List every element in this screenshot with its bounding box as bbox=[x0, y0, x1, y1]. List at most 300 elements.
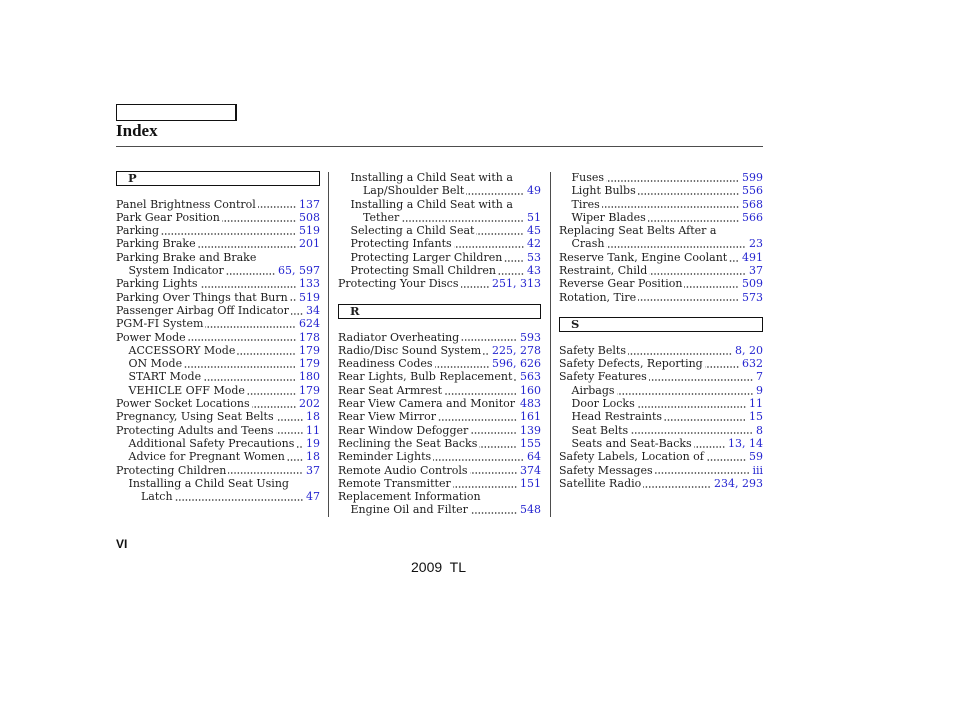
entry-line bbox=[559, 291, 763, 304]
entry-line bbox=[116, 304, 320, 317]
page-reference-link[interactable]: 161 bbox=[520, 410, 541, 424]
index-subentry bbox=[338, 264, 541, 277]
entry-line bbox=[116, 464, 320, 477]
page-reference-link[interactable]: 151 bbox=[520, 476, 541, 490]
page-reference-link[interactable]: 59 bbox=[749, 450, 763, 464]
section-letter: R bbox=[350, 303, 360, 318]
entry-line bbox=[559, 198, 763, 211]
page-reference-link[interactable]: 11 bbox=[306, 423, 320, 437]
dot-leader bbox=[504, 251, 524, 264]
entry-label: Reverse Gear Position bbox=[559, 277, 683, 291]
dot-leader bbox=[258, 198, 296, 211]
dot-leader bbox=[291, 304, 303, 317]
entry-label: Door Locks bbox=[571, 397, 635, 411]
page-reference-link[interactable]: 37 bbox=[306, 463, 320, 477]
entry-label: Additional Safety Precautions bbox=[128, 436, 295, 450]
entry-label: Protecting Larger Children bbox=[350, 250, 503, 264]
entry-line bbox=[338, 251, 541, 264]
entry-line bbox=[338, 198, 541, 211]
entry-line bbox=[338, 490, 541, 503]
page-title: Index bbox=[116, 121, 158, 140]
dot-leader bbox=[649, 264, 746, 277]
index-subentry bbox=[338, 171, 541, 198]
page-reference-link[interactable]: 155 bbox=[520, 436, 541, 450]
entry-label: Fuses bbox=[571, 171, 605, 184]
index-subentry bbox=[559, 437, 763, 450]
dot-leader bbox=[433, 450, 524, 463]
index-entry bbox=[116, 397, 320, 410]
index-subentry bbox=[559, 384, 763, 397]
entry-line bbox=[559, 477, 763, 490]
entry-label: Rear View Mirror bbox=[338, 410, 436, 424]
entry-line bbox=[559, 277, 763, 290]
page-reference-link[interactable]: 18 bbox=[306, 410, 320, 424]
page-reference-link[interactable]: 179 bbox=[299, 357, 320, 371]
index-subentry bbox=[116, 437, 320, 450]
entry-label: Crash bbox=[571, 237, 605, 251]
dot-leader bbox=[606, 237, 746, 250]
entry-line bbox=[116, 357, 320, 370]
index-entry bbox=[116, 251, 320, 278]
entry-label: Protecting Infants bbox=[350, 237, 452, 251]
entry-label: Satellite Radio bbox=[559, 476, 642, 490]
page-reference-link[interactable]: 51 bbox=[527, 210, 541, 224]
dot-leader bbox=[637, 397, 746, 410]
page-reference-link[interactable]: 509 bbox=[742, 277, 763, 291]
page-reference-link[interactable]: 47 bbox=[306, 490, 320, 504]
entry-label: Replacing Seat Belts After a bbox=[559, 224, 717, 238]
page-reference-link[interactable]: 599 bbox=[742, 171, 763, 184]
entry-line bbox=[559, 397, 763, 410]
entry-line bbox=[559, 211, 763, 224]
index-entry bbox=[338, 277, 541, 290]
index-entry bbox=[338, 464, 541, 477]
entry-label: Safety Messages bbox=[559, 463, 653, 477]
index-subentry bbox=[559, 184, 763, 197]
dot-leader bbox=[461, 331, 517, 344]
header-rule bbox=[116, 146, 763, 147]
entry-line bbox=[559, 437, 763, 450]
page-reference-link[interactable]: iii bbox=[752, 463, 763, 477]
entry-line bbox=[338, 424, 541, 437]
page-reference-link[interactable]: 519 bbox=[299, 224, 320, 238]
section-header-p bbox=[116, 171, 320, 186]
index-entry bbox=[559, 291, 763, 304]
index-entry bbox=[338, 450, 541, 463]
page-reference-link[interactable]: 15 bbox=[749, 410, 763, 424]
entry-label: Light Bulbs bbox=[571, 184, 636, 198]
index-entry bbox=[116, 317, 320, 330]
index-entry bbox=[559, 277, 763, 290]
dot-leader bbox=[628, 344, 732, 357]
page-reference-link[interactable]: 53 bbox=[527, 250, 541, 264]
page-reference-link[interactable]: 179 bbox=[299, 383, 320, 397]
entry-label: Wiper Blades bbox=[571, 210, 646, 224]
entry-label: Replacement Information bbox=[338, 490, 481, 504]
index-subentry bbox=[559, 410, 763, 423]
entry-label: Tether bbox=[363, 210, 400, 224]
page-reference-link[interactable]: 251, 313 bbox=[492, 277, 541, 291]
entry-label: Parking Brake bbox=[116, 237, 196, 251]
dot-leader bbox=[470, 503, 517, 516]
entry-label: Safety Defects, Reporting bbox=[559, 357, 703, 371]
entry-label: Parking Over Things that Burn bbox=[116, 290, 288, 304]
entry-label: Parking Brake and Brake bbox=[116, 250, 257, 264]
dot-leader bbox=[705, 357, 739, 370]
entry-label: Rotation, Tire bbox=[559, 290, 637, 304]
dot-leader bbox=[470, 424, 517, 437]
dot-leader bbox=[226, 264, 275, 277]
dot-leader bbox=[296, 437, 303, 450]
entry-line bbox=[338, 464, 541, 477]
entry-line bbox=[116, 397, 320, 410]
index-entry bbox=[559, 464, 763, 477]
page-reference-link[interactable]: 556 bbox=[742, 184, 763, 198]
entry-line bbox=[338, 384, 541, 397]
entry-line bbox=[116, 198, 320, 211]
entry-line bbox=[559, 410, 763, 423]
page-reference-link[interactable]: 563 bbox=[520, 370, 541, 384]
index-subentry bbox=[338, 198, 541, 225]
entry-label: System Indicator bbox=[128, 264, 224, 278]
section-letter: P bbox=[128, 171, 137, 185]
dot-leader bbox=[638, 291, 739, 304]
page-reference-link[interactable]: 8, 20 bbox=[735, 343, 763, 357]
index-entry bbox=[559, 357, 763, 370]
entry-line bbox=[559, 384, 763, 397]
index-subentry bbox=[338, 224, 541, 237]
entry-label: Seats and Seat-Backs bbox=[571, 436, 692, 450]
page-reference-link[interactable]: 180 bbox=[299, 370, 320, 384]
entry-line bbox=[116, 277, 320, 290]
page-reference-link[interactable]: 13, 14 bbox=[728, 436, 763, 450]
dot-leader bbox=[237, 344, 296, 357]
index-entry bbox=[116, 331, 320, 344]
entry-line bbox=[559, 264, 763, 277]
page-reference-link[interactable]: 34 bbox=[306, 303, 320, 317]
index-entry bbox=[116, 424, 320, 437]
index-entry bbox=[116, 211, 320, 224]
page-reference-link[interactable]: 45 bbox=[527, 224, 541, 238]
entry-line bbox=[559, 224, 763, 237]
entry-label: Airbags bbox=[571, 383, 615, 397]
page-reference-link[interactable]: 133 bbox=[299, 277, 320, 291]
page-reference-link[interactable]: 491 bbox=[742, 250, 763, 264]
dot-leader bbox=[453, 477, 517, 490]
page-reference-link[interactable]: 573 bbox=[742, 290, 763, 304]
page-reference-link[interactable]: 566 bbox=[742, 210, 763, 224]
index-entry bbox=[338, 384, 541, 397]
dot-leader bbox=[602, 198, 739, 211]
entry-label: Protecting Adults and Teens bbox=[116, 423, 274, 437]
page-reference-link[interactable]: 43 bbox=[527, 264, 541, 278]
entry-line bbox=[559, 357, 763, 370]
entry-label: Pregnancy, Using Seat Belts bbox=[116, 410, 274, 424]
index-subentry bbox=[559, 397, 763, 410]
dot-leader bbox=[655, 464, 750, 477]
entry-line bbox=[116, 331, 320, 344]
dot-leader bbox=[498, 264, 524, 277]
entry-continuation-line bbox=[559, 237, 763, 250]
index-column-1 bbox=[116, 171, 320, 503]
page-reference-link[interactable]: 374 bbox=[520, 463, 541, 477]
entry-line bbox=[116, 224, 320, 237]
page-reference-link[interactable]: 201 bbox=[299, 237, 320, 251]
entry-label: Safety Features bbox=[559, 370, 647, 384]
index-entry bbox=[116, 464, 320, 477]
page-reference-link[interactable]: 9 bbox=[756, 383, 763, 397]
column-divider bbox=[328, 172, 329, 517]
page-reference-link[interactable]: 19 bbox=[306, 436, 320, 450]
entry-continuation-line bbox=[338, 211, 541, 224]
entry-label: Tires bbox=[571, 197, 600, 211]
index-entry bbox=[559, 344, 763, 357]
dot-leader bbox=[228, 464, 303, 477]
entry-label: Remote Audio Controls bbox=[338, 463, 468, 477]
dot-leader bbox=[287, 450, 303, 463]
entry-line bbox=[338, 277, 541, 290]
page-reference-link[interactable]: 624 bbox=[299, 317, 320, 331]
entry-line bbox=[559, 450, 763, 463]
entry-label: ACCESSORY Mode bbox=[128, 343, 236, 357]
dot-leader bbox=[454, 237, 524, 250]
entry-line bbox=[338, 477, 541, 490]
page-reference-link[interactable]: 178 bbox=[299, 330, 320, 344]
page-reference-link[interactable]: 8 bbox=[756, 423, 763, 437]
entry-continuation-line bbox=[116, 490, 320, 503]
entry-continuation-line bbox=[116, 264, 320, 277]
entry-label: Remote Transmitter bbox=[338, 476, 451, 490]
entry-label: Passenger Airbag Off Indicator bbox=[116, 303, 289, 317]
index-entry bbox=[559, 477, 763, 490]
entry-label: Installing a Child Seat with a bbox=[350, 171, 513, 184]
index-entry bbox=[338, 490, 541, 503]
entry-line bbox=[559, 464, 763, 477]
page-number: VI bbox=[116, 537, 128, 551]
dot-leader bbox=[649, 370, 753, 383]
page-reference-link[interactable]: 632 bbox=[742, 357, 763, 371]
index-entry bbox=[338, 424, 541, 437]
entry-label: Rear View Camera and Monitor bbox=[338, 397, 515, 411]
dot-leader bbox=[435, 357, 489, 370]
entry-line bbox=[338, 171, 541, 184]
entry-line bbox=[116, 424, 320, 437]
entry-line bbox=[116, 251, 320, 264]
entry-label: Radio/Disc Sound System bbox=[338, 343, 482, 357]
index-entry bbox=[338, 370, 541, 383]
index-entry bbox=[338, 437, 541, 450]
dot-leader bbox=[466, 184, 524, 197]
page-reference-link[interactable]: 11 bbox=[749, 397, 763, 411]
index-entry bbox=[116, 237, 320, 250]
entry-label: Radiator Overheating bbox=[338, 330, 460, 344]
entry-line bbox=[338, 357, 541, 370]
entry-label: Latch bbox=[141, 490, 173, 504]
page-reference-link[interactable]: 37 bbox=[749, 264, 763, 278]
index-column-3 bbox=[559, 171, 763, 490]
entry-label: Safety Belts bbox=[559, 343, 626, 357]
entry-line bbox=[338, 264, 541, 277]
dot-leader bbox=[205, 317, 296, 330]
section-letter: S bbox=[571, 317, 580, 332]
entry-line bbox=[116, 450, 320, 463]
index-entry bbox=[338, 357, 541, 370]
page-reference-link[interactable]: 64 bbox=[527, 450, 541, 464]
entry-label: Rear Window Defogger bbox=[338, 423, 469, 437]
index-entry bbox=[338, 397, 541, 410]
entry-line bbox=[116, 437, 320, 450]
dot-leader bbox=[638, 184, 739, 197]
index-entry bbox=[338, 477, 541, 490]
entry-line bbox=[116, 410, 320, 423]
entry-label: PGM-FI System bbox=[116, 317, 204, 331]
dot-leader bbox=[729, 251, 739, 264]
index-subentry bbox=[559, 211, 763, 224]
index-entry bbox=[116, 198, 320, 211]
page-reference-link[interactable]: 179 bbox=[299, 343, 320, 357]
page-reference-link[interactable]: 65, 597 bbox=[278, 264, 320, 278]
entry-line bbox=[559, 424, 763, 437]
dot-leader bbox=[684, 277, 739, 290]
entry-line bbox=[338, 450, 541, 463]
index-column-2 bbox=[338, 171, 541, 517]
index-subentry bbox=[116, 344, 320, 357]
entry-label: Safety Labels, Location of bbox=[559, 450, 704, 464]
index-entry bbox=[338, 410, 541, 423]
dot-leader bbox=[290, 291, 296, 304]
entry-label: Lap/Shoulder Belt bbox=[363, 184, 465, 198]
dot-leader bbox=[184, 357, 296, 370]
page-reference-link[interactable]: 519 bbox=[299, 290, 320, 304]
section-header-r bbox=[338, 304, 541, 319]
index-entry bbox=[116, 291, 320, 304]
index-entry bbox=[116, 410, 320, 423]
entry-label: Rear Lights, Bulb Replacement bbox=[338, 370, 513, 384]
page-reference-link[interactable]: 483 bbox=[520, 397, 541, 411]
entry-label: Reserve Tank, Engine Coolant bbox=[559, 250, 728, 264]
entry-label: VEHICLE OFF Mode bbox=[128, 383, 245, 397]
index-entry bbox=[559, 264, 763, 277]
entry-line bbox=[116, 370, 320, 383]
index-subentry bbox=[338, 251, 541, 264]
entry-line bbox=[559, 370, 763, 383]
dot-leader bbox=[247, 384, 296, 397]
index-subentry bbox=[116, 370, 320, 383]
dot-leader bbox=[175, 490, 303, 503]
page-reference-link[interactable]: 593 bbox=[520, 330, 541, 344]
dot-leader bbox=[483, 344, 489, 357]
entry-line bbox=[559, 184, 763, 197]
entry-line bbox=[116, 384, 320, 397]
dot-leader bbox=[161, 224, 296, 237]
dot-leader bbox=[438, 410, 517, 423]
entry-line bbox=[338, 370, 541, 383]
entry-line bbox=[116, 317, 320, 330]
entry-label: Parking Lights bbox=[116, 277, 198, 291]
page-reference-link[interactable]: 160 bbox=[520, 383, 541, 397]
section-header-s bbox=[559, 317, 763, 332]
index-entry bbox=[559, 370, 763, 383]
index-subentry bbox=[338, 237, 541, 250]
dot-leader bbox=[643, 477, 711, 490]
entry-label: Selecting a Child Seat bbox=[350, 224, 475, 238]
page-reference-link[interactable]: 7 bbox=[756, 370, 763, 384]
entry-line bbox=[559, 251, 763, 264]
dot-leader bbox=[470, 464, 517, 477]
dot-leader bbox=[648, 211, 739, 224]
entry-line bbox=[116, 237, 320, 250]
entry-label: Park Gear Position bbox=[116, 210, 220, 224]
page-reference-link[interactable]: 568 bbox=[742, 197, 763, 211]
entry-continuation-line bbox=[338, 184, 541, 197]
entry-line bbox=[116, 477, 320, 490]
entry-label: Rear Seat Armrest bbox=[338, 383, 443, 397]
entry-line bbox=[338, 331, 541, 344]
index-subentry bbox=[559, 171, 763, 184]
dot-leader bbox=[664, 410, 746, 423]
entry-line bbox=[338, 397, 541, 410]
entry-label: Advice for Pregnant Women bbox=[128, 450, 285, 464]
page-reference-link[interactable]: 49 bbox=[527, 184, 541, 198]
dot-leader bbox=[461, 277, 490, 290]
entry-line bbox=[338, 410, 541, 423]
dot-leader bbox=[514, 370, 517, 383]
entry-label: Seat Belts bbox=[571, 423, 629, 437]
page-reference-link[interactable]: 23 bbox=[749, 237, 763, 251]
dot-leader bbox=[617, 384, 753, 397]
index-entry bbox=[559, 251, 763, 264]
dot-leader bbox=[222, 211, 296, 224]
page-reference-link[interactable]: 225, 278 bbox=[492, 343, 541, 357]
page-reference-link[interactable]: 508 bbox=[299, 210, 320, 224]
entry-line bbox=[338, 224, 541, 237]
dot-leader bbox=[203, 370, 296, 383]
page-reference-link[interactable]: 548 bbox=[520, 503, 541, 517]
page-reference-link[interactable]: 139 bbox=[520, 423, 541, 437]
page-reference-link[interactable]: 18 bbox=[306, 450, 320, 464]
model-footer: 2009 TL bbox=[411, 559, 467, 575]
page-reference-link[interactable]: 202 bbox=[299, 397, 320, 411]
page-reference-link[interactable]: 234, 293 bbox=[714, 476, 763, 490]
entry-label: Power Mode bbox=[116, 330, 186, 344]
dot-leader bbox=[630, 424, 753, 437]
dot-leader bbox=[188, 331, 296, 344]
page-reference-link[interactable]: 42 bbox=[527, 237, 541, 251]
index-entry bbox=[338, 331, 541, 344]
index-entry bbox=[559, 450, 763, 463]
entry-label: Panel Brightness Control bbox=[116, 197, 256, 211]
dot-leader bbox=[276, 424, 304, 437]
entry-line bbox=[338, 437, 541, 450]
dot-leader bbox=[476, 224, 524, 237]
entry-line bbox=[338, 503, 541, 516]
entry-label: Protecting Children bbox=[116, 463, 227, 477]
entry-label: Installing a Child Seat with a bbox=[350, 197, 513, 211]
index-entry bbox=[338, 344, 541, 357]
index-entry bbox=[116, 224, 320, 237]
entry-label: Protecting Your Discs bbox=[338, 277, 459, 291]
entry-line bbox=[116, 291, 320, 304]
column-divider bbox=[550, 172, 551, 517]
entry-label: Parking bbox=[116, 224, 160, 238]
entry-line bbox=[338, 237, 541, 250]
index-subentry bbox=[116, 357, 320, 370]
page-reference-link[interactable]: 596, 626 bbox=[492, 357, 541, 371]
page-reference-link[interactable]: 137 bbox=[299, 197, 320, 211]
dot-leader bbox=[444, 384, 517, 397]
index-subentry bbox=[559, 198, 763, 211]
entry-line bbox=[116, 344, 320, 357]
